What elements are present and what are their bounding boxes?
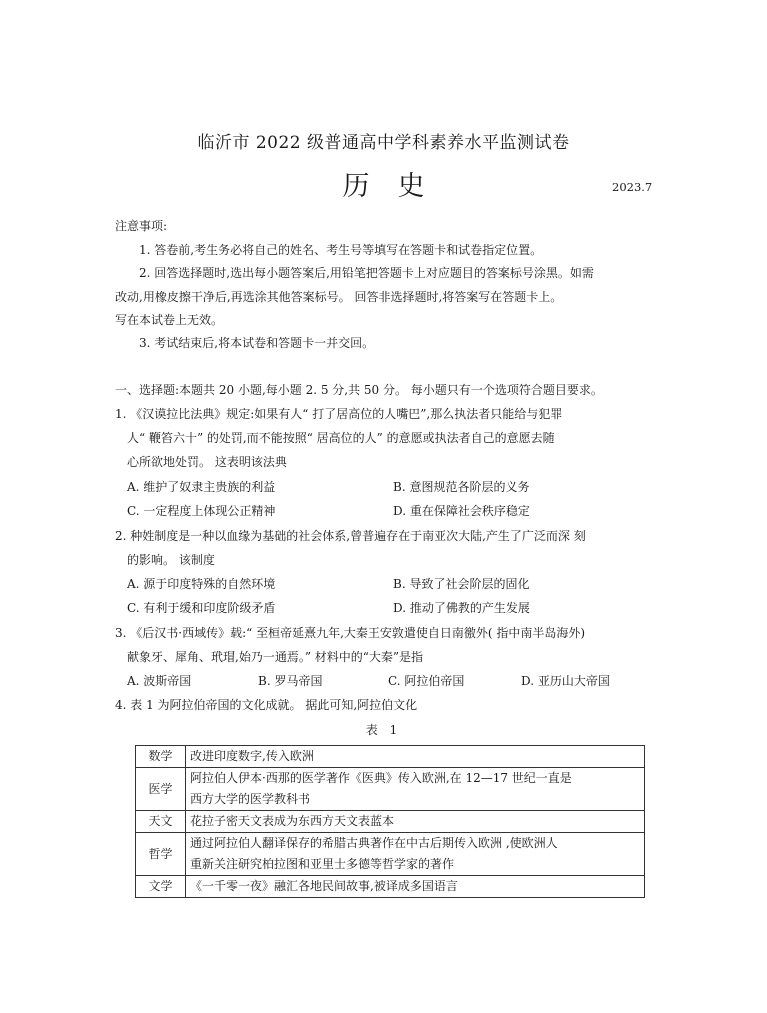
table-cell-line: 阿拉伯人伊本·西那的医学著作《医典》传入欧洲,在 12—17 世纪一直是 (190, 771, 572, 785)
table-cell-category: 哲学 (136, 833, 186, 876)
q1-stem-line-3: 心所欲地处罚。 这表明该法典 (127, 455, 287, 469)
table-cell-line: 重新关注研究柏拉图和亚里士多德等哲学家的著作 (190, 857, 455, 871)
subject-title: 历史 (342, 171, 453, 202)
notice-heading: 注意事项: (115, 219, 168, 233)
notice-item-2-line-3: 写在本试卷上无效。 (115, 313, 224, 327)
exam-date: 2023.7 (612, 180, 653, 194)
table-cell-category: 医学 (136, 768, 186, 811)
notice-item-2-line-2: 改动,用橡皮擦干净后,再选涂其他答案标号。 回答非选择题时,将答案写在答题卡上。 (115, 290, 563, 304)
culture-table (135, 745, 645, 898)
table-row (136, 811, 645, 833)
q1-option-b: B. 意图规范各阶层的义务 (393, 480, 530, 494)
q1-stem-line-1: 1. 《汉谟拉比法典》规定:如果有人“ 打了居高位的人嘴巴”,那么执法者只能给与犯罪 (115, 407, 563, 421)
q1-option-a: A. 维护了奴隶主贵族的利益 (127, 480, 276, 494)
table-cell-category: 数学 (136, 746, 186, 768)
q3-option-a: A. 波斯帝国 (127, 674, 192, 688)
table-cell-category: 文学 (136, 876, 186, 898)
q2-stem-line-2: 的影响。 该制度 (127, 553, 215, 567)
q3-option-c: C. 阿拉伯帝国 (388, 674, 465, 688)
table-cell-line: 通过阿拉伯人翻译保存的希腊古典著作在中古后期传入欧洲 ,使欧洲人 (190, 836, 558, 850)
table-cell-line: 西方大学的医学教科书 (190, 792, 311, 806)
q3-option-b: B. 罗马帝国 (258, 674, 323, 688)
q1-stem-line-2: 人“ 鞭笞六十” 的处罚,而不能按照“ 居高位的人” 的意愿或执法者自己的意愿去随 (127, 431, 555, 445)
notice-item-1: 1. 答卷前,考生务必将自己的姓名、考生号等填写在答题卡和试卷指定位置。 (139, 243, 543, 257)
q2-option-c: C. 有利于缓和印度阶级矛盾 (127, 601, 276, 615)
q3-stem-line-1: 3. 《后汉书·西域传》载:“ 至桓帝延熹九年,大秦王安敦遣使自日南徼外( 指中南半岛海外) (115, 626, 586, 640)
section-heading: 一、选择题:本题共 20 小题,每小题 2. 5 分,共 50 分。 每小题只有一个选项符合题目要求。 (115, 383, 603, 397)
notice-item-3: 3. 考试结束后,将本试卷和答题卡一并交回。 (139, 336, 375, 350)
exam-title: 临沂市 2022 级普通高中学科素养水平监测试卷 (197, 133, 570, 153)
q2-stem-line-1: 2. 种姓制度是一种以血缘为基础的社会体系,曾普遍存在于南亚次大陆,产生了广泛而深 刻 (115, 529, 586, 543)
notice-item-2-line-1: 2. 回答选择题时,选出每小题答案后,用铅笔把答题卡上对应题目的答案标号涂黑。如需 (139, 266, 594, 280)
table-cell-content: 花拉子密天文表成为东西方天文表蓝本 (186, 811, 645, 833)
table-cell-content (186, 768, 645, 811)
q1-option-c: C. 一定程度上体现公正精神 (127, 504, 276, 518)
table-row (136, 746, 645, 768)
table-cell-content (186, 833, 645, 876)
table-title: 表 1 (365, 723, 402, 737)
q2-option-a: A. 源于印度特殊的自然环境 (127, 577, 276, 591)
q3-stem-line-2: 献象牙、犀角、玳瑁,始乃一通焉。” 材料中的“大秦”是指 (127, 650, 424, 664)
table-row (136, 833, 645, 876)
q4-stem-line-1: 4. 表 1 为阿拉伯帝国的文化成就。 据此可知,阿拉伯文化 (115, 698, 418, 712)
q2-option-b: B. 导致了社会阶层的固化 (393, 577, 530, 591)
table-cell-category: 天文 (136, 811, 186, 833)
q2-option-d: D. 推动了佛教的产生发展 (393, 601, 530, 615)
table-row (136, 768, 645, 811)
table-cell-content: 改进印度数字,传入欧洲 (186, 746, 645, 768)
q3-option-d: D. 亚历山大帝国 (521, 674, 610, 688)
table-row (136, 876, 645, 898)
table-cell-content: 《一千零一夜》融汇各地民间故事,被译成多国语言 (186, 876, 645, 898)
q1-option-d: D. 重在保障社会秩序稳定 (393, 504, 530, 518)
